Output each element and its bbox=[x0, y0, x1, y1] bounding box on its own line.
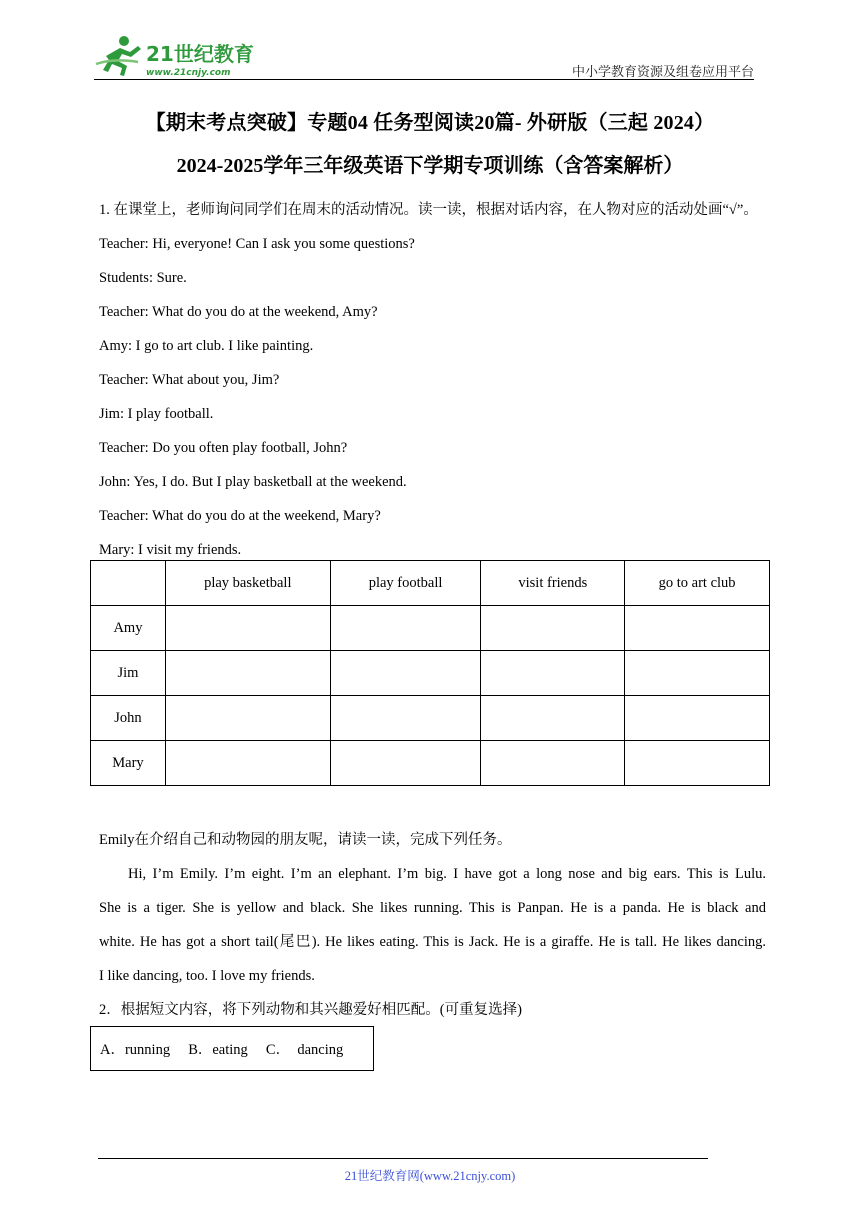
dialogue-line: Teacher: Do you often play football, John? bbox=[99, 440, 348, 456]
answer-cell[interactable] bbox=[625, 606, 770, 651]
answer-cell[interactable] bbox=[481, 651, 625, 696]
dialogue-line: Jim: I play football. bbox=[99, 406, 214, 422]
dialogue-line: Teacher: What do you do at the weekend, Amy? bbox=[99, 304, 378, 320]
logo-wordmark: 21世纪教育 bbox=[146, 42, 254, 66]
table-row bbox=[91, 741, 770, 786]
answer-cell[interactable] bbox=[330, 741, 481, 786]
passage-line: Hi, I’m Emily. I’m eight. I’m an elephant. I’m big. I have got a long nose and big ears. This is Lulu. bbox=[128, 866, 766, 882]
footer-link[interactable]: 21世纪教育网(www.21cnjy.com) bbox=[344, 1169, 516, 1183]
passage-line: I like dancing, too. I love my friends. bbox=[99, 968, 315, 984]
row-name-cell: Jim bbox=[91, 651, 166, 696]
answer-cell[interactable] bbox=[165, 606, 330, 651]
passage bbox=[99, 857, 766, 993]
question2-instruction: 2．根据短文内容，将下列动物和其兴趣爱好相匹配。(可重复选择) bbox=[99, 1002, 522, 1018]
answer-cell[interactable] bbox=[330, 606, 481, 651]
table-row bbox=[91, 696, 770, 741]
row-name-cell: Amy bbox=[91, 606, 166, 651]
section2 bbox=[99, 823, 766, 1027]
table-row bbox=[91, 651, 770, 696]
options-box: A．running B．eating C． dancing bbox=[90, 1026, 374, 1071]
table-header-cell bbox=[91, 561, 166, 606]
answer-cell[interactable] bbox=[481, 741, 625, 786]
row-name-cell: John bbox=[91, 696, 166, 741]
passage-line: She is a tiger. She is yellow and black. She likes running. This is Panpan. He is a panda. He is black and bbox=[99, 900, 766, 916]
dialogue-line: Mary: I visit my friends. bbox=[99, 542, 242, 558]
answer-cell[interactable] bbox=[165, 696, 330, 741]
dialogue-line: Teacher: What about you, Jim? bbox=[99, 372, 280, 388]
table-header-cell: visit friends bbox=[481, 561, 625, 606]
doc-title-line2: 2024-2025学年三年级英语下学期专项训练（含答案解析） bbox=[176, 155, 684, 177]
section2-intro: Emily在介绍自己和动物园的朋友呢，请读一读，完成下列任务。 bbox=[99, 832, 512, 848]
runner-logo-icon bbox=[94, 34, 264, 78]
dialogue-line: John: Yes, I do. But I play basketball at the weekend. bbox=[99, 474, 407, 490]
answer-cell[interactable] bbox=[625, 696, 770, 741]
table-row bbox=[91, 606, 770, 651]
passage-line: white. He has got a short tail(尾巴). He likes eating. This is Jack. He is a giraffe. He is tall. He likes dancing. bbox=[99, 934, 766, 950]
answer-cell[interactable] bbox=[625, 741, 770, 786]
answer-cell[interactable] bbox=[330, 651, 481, 696]
dialogue-line: Teacher: What do you do at the weekend, Mary? bbox=[99, 508, 381, 524]
table-header-cell: play football bbox=[330, 561, 481, 606]
doc-title-line1: 【期末考点突破】专题04 任务型阅读20篇- 外研版（三起 2024） bbox=[145, 112, 715, 134]
dialogue-line: Teacher: Hi, everyone! Can I ask you some questions? bbox=[99, 236, 415, 252]
footer-divider bbox=[98, 1158, 708, 1159]
answer-cell[interactable] bbox=[625, 651, 770, 696]
dialogue-line: Amy: I go to art club. I like painting. bbox=[99, 338, 314, 354]
answer-cell[interactable] bbox=[165, 741, 330, 786]
answer-cell[interactable] bbox=[481, 606, 625, 651]
table-header-row bbox=[91, 561, 770, 606]
table-header-cell: go to art club bbox=[625, 561, 770, 606]
logo bbox=[94, 34, 264, 78]
logo-url: www.21cnjy.com bbox=[146, 68, 231, 78]
header-divider bbox=[94, 79, 754, 80]
platform-name: 中小学教育资源及组卷应用平台 bbox=[571, 64, 754, 79]
table-header-cell: play basketball bbox=[165, 561, 330, 606]
answer-cell[interactable] bbox=[165, 651, 330, 696]
activity-table bbox=[90, 560, 770, 786]
answer-cell[interactable] bbox=[481, 696, 625, 741]
answer-cell[interactable] bbox=[330, 696, 481, 741]
section1 bbox=[99, 193, 767, 567]
question1-instruction: 1. 在课堂上，老师询问同学们在周末的活动情况。读一读，根据对话内容，在人物对应的活动处画“√”。 bbox=[99, 202, 758, 218]
row-name-cell: Mary bbox=[91, 741, 166, 786]
dialogue-line: Students: Sure. bbox=[99, 270, 187, 286]
